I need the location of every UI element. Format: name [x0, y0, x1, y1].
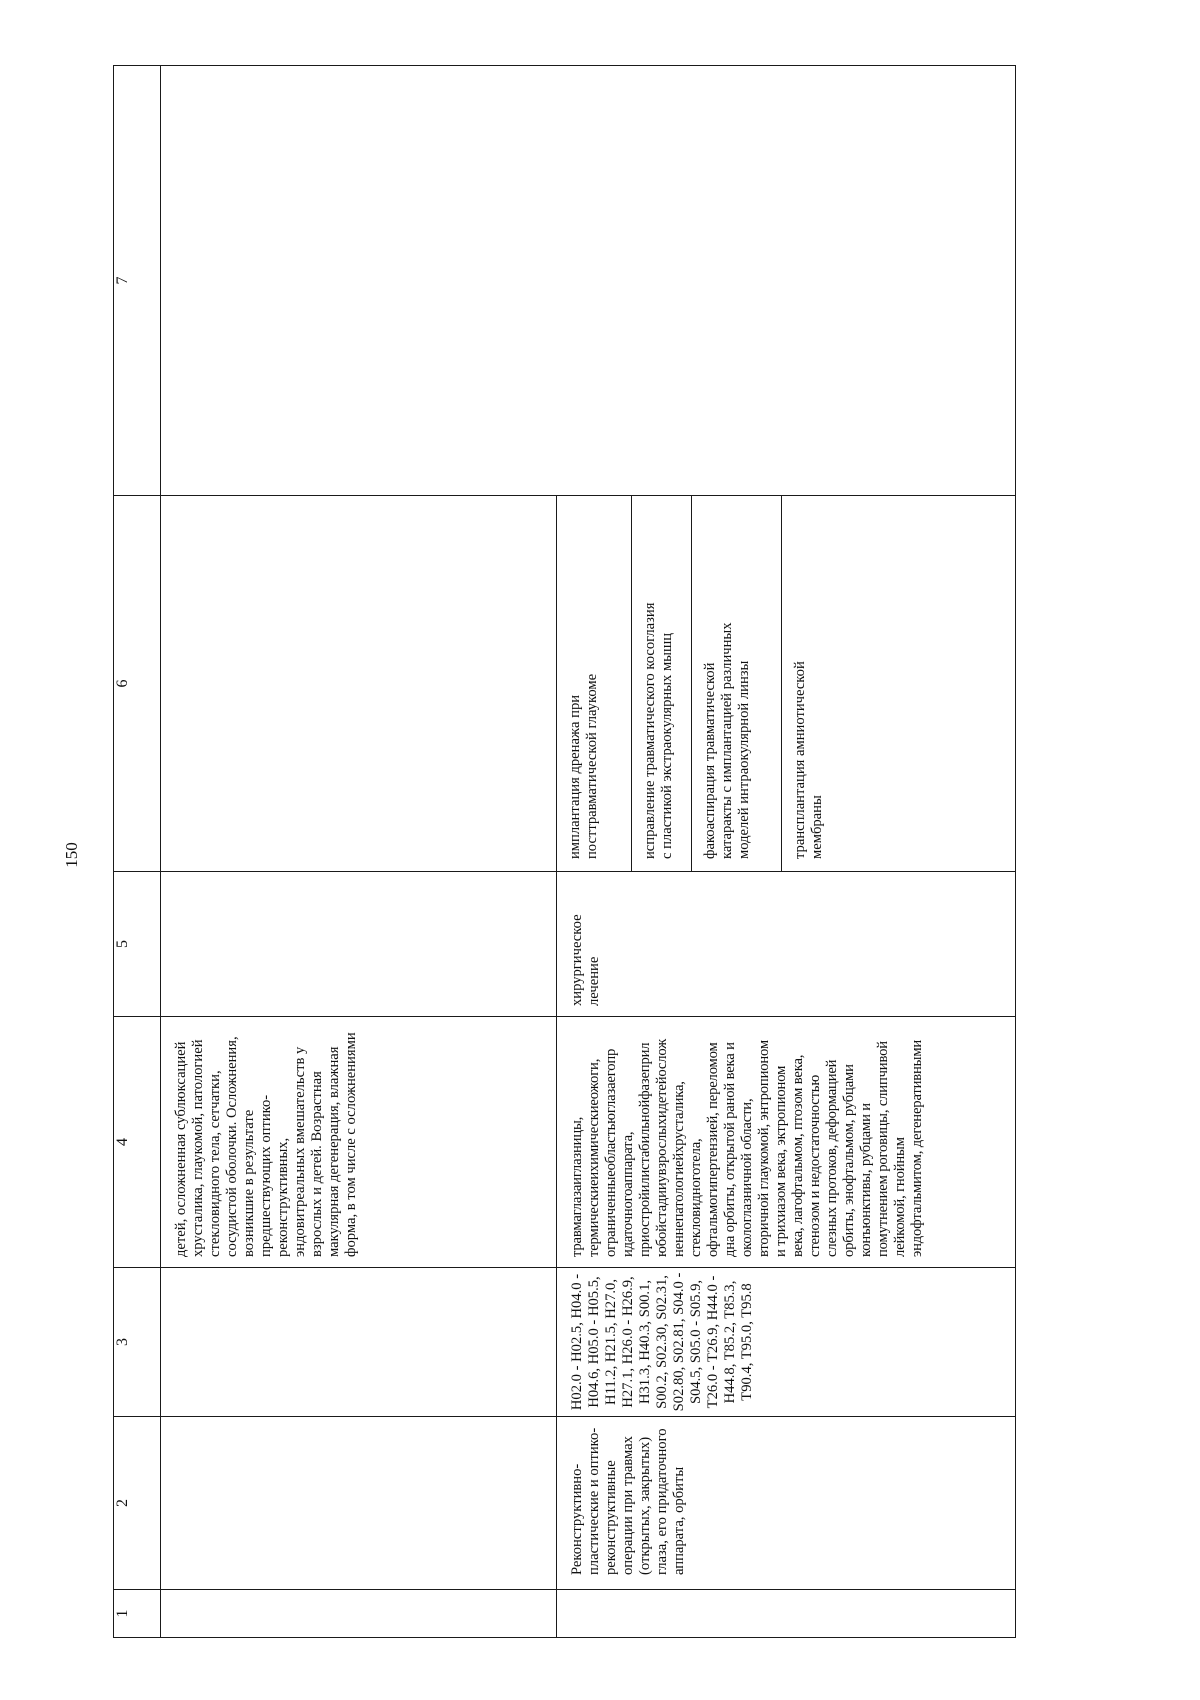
column-header: 5	[114, 872, 161, 1017]
text-line: реконструктивные	[603, 1460, 619, 1575]
cell-procedure-name	[557, 1417, 1016, 1590]
text-line: и трихиазом века, эктропионом	[773, 1065, 789, 1257]
text-line: посттравматической глаукоме	[584, 673, 600, 859]
cell-col6	[161, 496, 557, 872]
text-line: H27.1, H26.0 - H26.9,	[620, 1276, 636, 1408]
cell-col1	[161, 1590, 557, 1638]
text-line: юбойстадииувзрослыхидетейослож	[654, 1038, 670, 1257]
text-line: моделей интраокулярной линзы	[735, 660, 752, 859]
text-line: S02.80, S02.81, S04.0 -	[671, 1272, 687, 1412]
text-line: стекловидного тела, сетчатки,	[207, 1070, 223, 1257]
text-line: с пластикой экстраокулярных мышц	[658, 632, 675, 859]
text-line: термическиеихимическиеожоги,	[586, 1058, 602, 1257]
method-cell	[691, 496, 781, 871]
page-number: 150	[62, 842, 81, 868]
column-header: 2	[114, 1417, 161, 1590]
text-line: дна орбиты, открытой раной века и	[722, 1042, 738, 1257]
text-line: (открытых, закрытых)	[637, 1436, 653, 1575]
text-line: стекловидноготела,	[688, 1138, 704, 1257]
text-line: слезных протоков, деформацией	[824, 1059, 840, 1257]
treatment-type	[557, 872, 607, 1016]
text-line: ограниченныеобластьюглазаегопр	[603, 1048, 619, 1257]
text-line: помутнением роговицы, слипчивой	[875, 1041, 891, 1257]
text-line: H02.0 - H02.5, H04.0 -	[569, 1273, 585, 1411]
text-line: пластические и оптико-	[586, 1427, 602, 1575]
text-line: идаточногоаппарата,	[620, 1131, 636, 1257]
procedure-name	[557, 1417, 692, 1589]
table-row	[161, 66, 557, 1638]
text-line: лейкомой, гнойным	[892, 1137, 908, 1257]
text-line: хирургическое	[569, 914, 585, 1006]
text-line: H11.2, H21.5, H27.0,	[603, 1279, 619, 1405]
text-line: окологлазничной области,	[739, 1098, 755, 1257]
cell-diagnosis	[557, 1017, 1016, 1268]
text-line: Реконструктивно-	[569, 1463, 585, 1575]
cell-col7	[161, 66, 1016, 496]
cell-treatment-methods	[557, 496, 1016, 872]
text-line: мембраны	[808, 795, 825, 859]
treatment-methods-list	[557, 496, 1015, 871]
text-line: форма, в том числе с осложнениями	[343, 1032, 359, 1257]
method-cell	[557, 496, 631, 871]
method-cell	[631, 496, 691, 871]
column-header: 7	[114, 66, 161, 496]
method-cell	[781, 496, 1015, 871]
text-line: сосудистой оболочки. Осложнения,	[224, 1036, 240, 1257]
list-item	[691, 496, 781, 871]
cell-col1	[557, 1590, 1016, 1638]
text-line: S00.2, S02.30, S02.31,	[654, 1275, 670, 1409]
diagnosis-continuation-text	[161, 1017, 364, 1267]
text-line: T26.0 - T26.9, H44.0 -	[705, 1275, 721, 1409]
text-line: реконструктивных,	[275, 1137, 291, 1257]
text-line: эндофтальмитом, дегенеративными	[909, 1039, 925, 1257]
rotated-table-sheet	[113, 66, 1015, 1638]
list-item	[631, 496, 691, 871]
cell-col2	[161, 1417, 557, 1590]
text-line: макулярная дегенерация, влажная	[326, 1046, 342, 1257]
text-line: лечение	[586, 956, 602, 1006]
text-line: H04.6, H05.0 - H05.5,	[586, 1276, 602, 1408]
cell-treatment-type	[557, 872, 1016, 1017]
text-line: S04.5, S05.0 - S05.9,	[688, 1279, 704, 1405]
cell-col5	[161, 872, 557, 1017]
column-header: 1	[114, 1590, 161, 1638]
text-line: детей, осложненная сублюксацией	[173, 1041, 189, 1257]
icd-codes	[557, 1268, 760, 1416]
list-item	[557, 496, 631, 871]
text-line: хрусталика, глаукомой, патологией	[190, 1039, 206, 1257]
text-line: имплантация дренажа при	[567, 694, 583, 859]
column-header: 4	[114, 1017, 161, 1268]
text-line: приостройилистабильнойфазеприл	[637, 1042, 653, 1257]
column-header: 6	[114, 496, 161, 872]
text-line: неннепатологиейхрусталика,	[671, 1081, 687, 1257]
cell-icd-codes	[557, 1268, 1016, 1417]
text-line: T90.4, T95.0, T95.8	[739, 1283, 755, 1401]
text-line: офтальмогипертензией, переломом	[705, 1042, 721, 1257]
diagnosis-text	[557, 1017, 930, 1267]
text-line: века, лагофтальмом, птозом века,	[790, 1054, 806, 1257]
text-line: трансплантация амниотической	[791, 661, 808, 859]
text-line: исправление травматического косоглазия	[641, 602, 658, 859]
text-line: факоаспирация травматической	[701, 662, 718, 859]
text-line: H44.8, T85.2, T85.3,	[722, 1280, 738, 1404]
text-line: возникшие в результате	[241, 1109, 257, 1257]
column-header: 3	[114, 1268, 161, 1417]
procedures-table	[113, 65, 1016, 1638]
cell-col3	[161, 1268, 557, 1417]
text-line: H31.3, H40.3, S00.1,	[637, 1279, 653, 1405]
text-line: эндовитреальных вмешательств у	[292, 1046, 308, 1257]
text-line: орбиты, энофтальмом, рубцами	[841, 1064, 857, 1257]
text-line: операции при травмах	[620, 1436, 636, 1575]
text-line: глаза, его придаточного	[654, 1428, 670, 1575]
cell-diagnosis-continuation	[161, 1017, 557, 1268]
text-line: травмаглазаиглазницы,	[569, 1116, 585, 1257]
text-line: взрослых и детей. Возрастная	[309, 1071, 325, 1257]
text-line: конъюнктивы, рубцами и	[858, 1103, 874, 1257]
text-line: стенозом и недостаточностью	[807, 1074, 823, 1257]
text-line: аппарата, орбиты	[671, 1466, 687, 1575]
text-line: предшествующих оптико-	[258, 1094, 274, 1257]
list-item	[781, 496, 1015, 871]
text-line: катаракты с имплантацией различных	[718, 622, 735, 859]
text-line: вторичной глаукомой, энтропионом	[756, 1040, 772, 1257]
column-number-row	[114, 66, 161, 1638]
